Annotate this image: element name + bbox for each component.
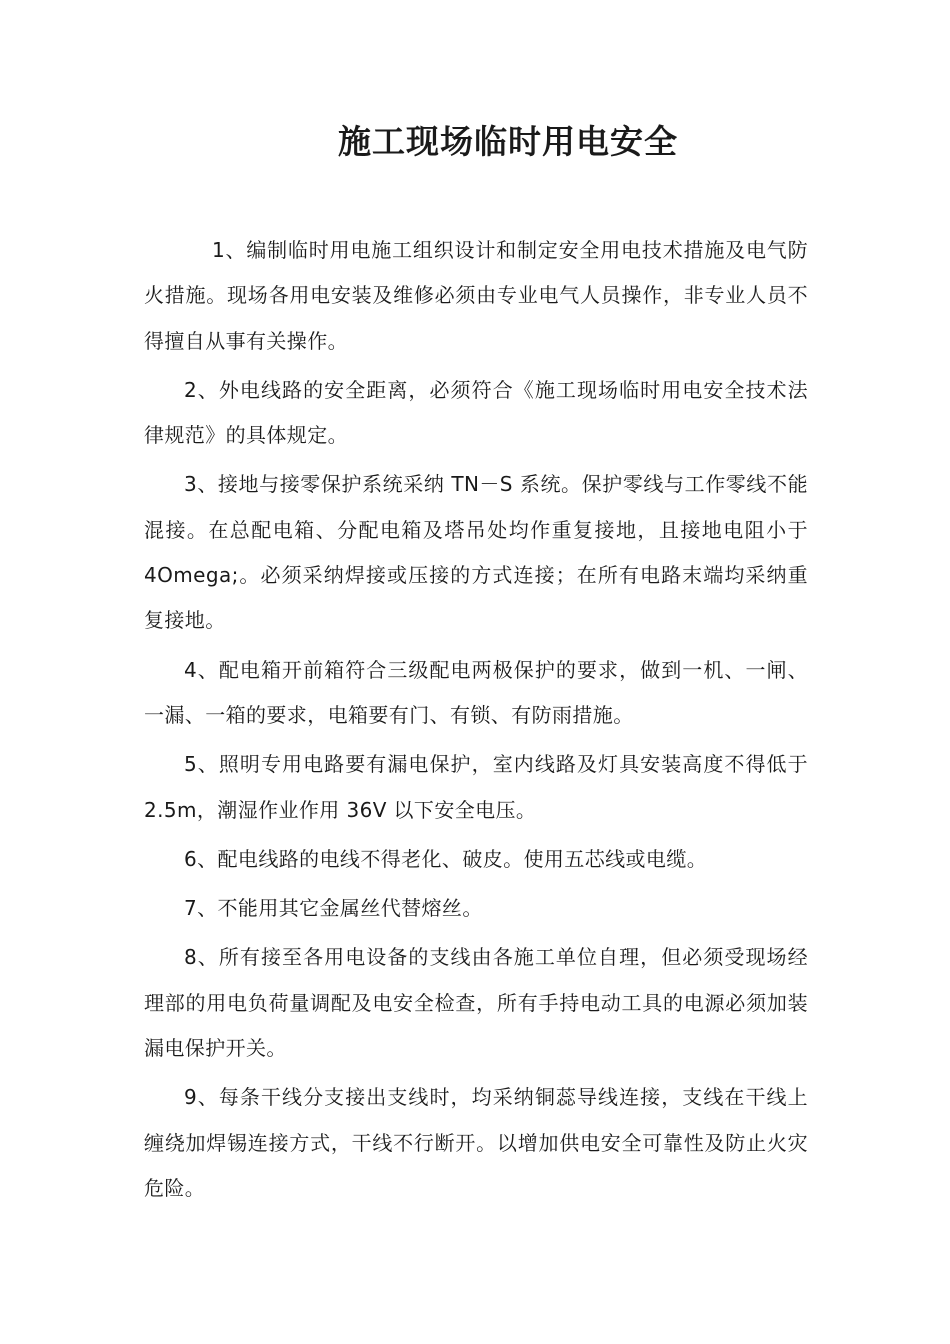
document-body (144, 228, 808, 1215)
paragraph-8: 8、所有接至各用电设备的支线由各施工单位自理，但必须受现场经理部的用电负荷量调配及电安全检查，所有手持电动工具的电源必须加装漏电保护开关。 (144, 945, 808, 1061)
paragraph-2: 2、外电线路的安全距离，必须符合《施工现场临时用电安全技术法律规范》的具体规定。 (144, 377, 808, 448)
paragraph-7: 7、不能用其它金属丝代替熔丝。 (184, 896, 483, 921)
paragraph-4: 4、配电箱开前箱符合三级配电两极保护的要求，做到一机、一闸、一漏、一箱的要求，电箱要有门、有锁、有防雨措施。 (144, 657, 808, 727)
paragraph-9: 9、每条干线分支接出支线时，均采纳铜蕊导线连接，支线在干线上缠绕加焊锡连接方式，干线不行断开。以增加供电安全可靠性及防止火灾危险。 (144, 1085, 808, 1200)
paragraph-3: 3、接地与接零保护系统采纳 TN－S 系统。保护零线与工作零线不能混接。在总配电箱、分配电箱及塔吊处均作重复接地，且接地电阻小于 4Omega;。必须采纳焊接或压接的方式连接；在所有电路末端均采纳重复接地。 (144, 472, 808, 633)
paragraph-1: 1、编制临时用电施工组织设计和制定安全用电技术措施及电气防火措施。现场各用电安装及维修必须由专业电气人员操作，非专业人员不得擅自从事有关操作。 (144, 238, 808, 353)
paragraph-6: 6、配电线路的电线不得老化、破皮。使用五芯线或电缆。 (184, 846, 708, 871)
document-title: 施工现场临时用电安全 (338, 122, 678, 161)
paragraph-5: 5、照明专用电路要有漏电保护，室内线路及灯具安装高度不得低于 2.5m，潮湿作业作用 36V 以下安全电压。 (144, 752, 808, 822)
